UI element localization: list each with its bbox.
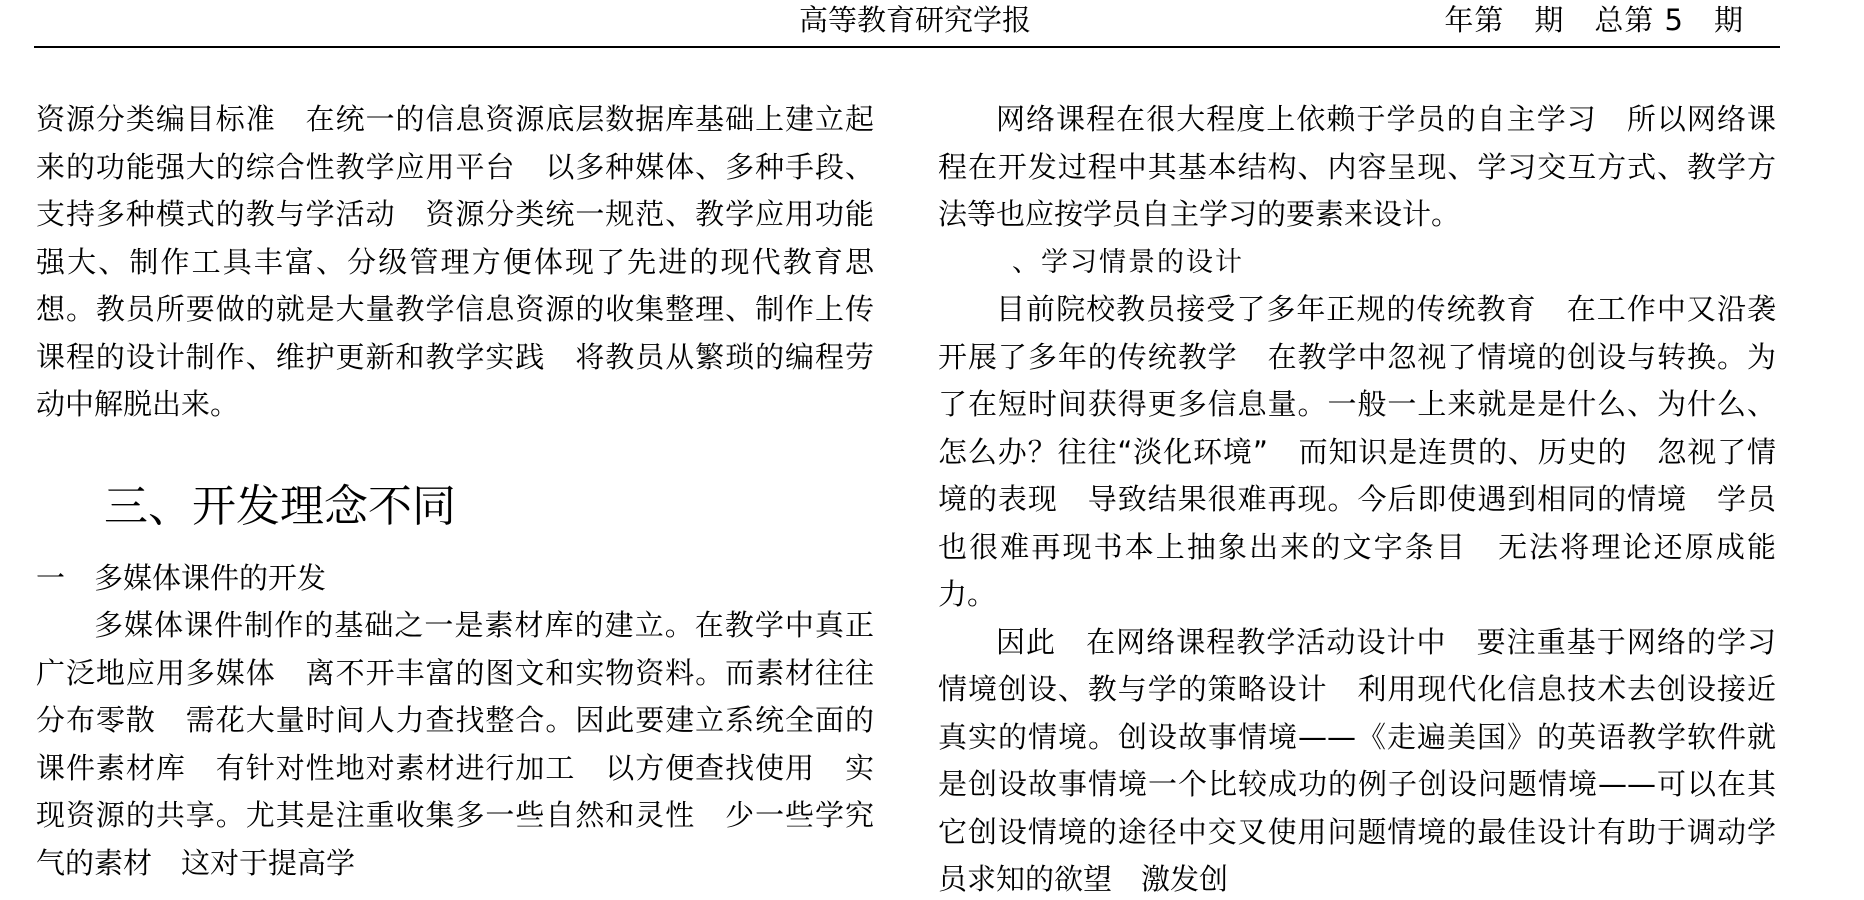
left-subheading: 一 多媒体课件的开发 (36, 560, 327, 595)
right-paragraph-1: 网络课程在很大程度上依赖于学员的自主学习 所以网络课程在开发过程中其基本结构、内容呈现、学习交互方式、教学方法等也应按学员自主学习的要素来设计。 (938, 102, 1776, 231)
right-column (938, 96, 1776, 900)
left-paragraph-1: 资源分类编目标准 在统一的信息资源底层数据库基础上建立起来的功能强大的综合性教学应用平台 以多种媒体、多种手段、支持多种模式的教与学活动 资源分类统一规范、教学应用功能强大、制作工具丰富、分级管理方便体现了先进的现代教育思想。教员所要做的就是大量教学信息资源的收集整理、制作上传 课程的设计制作、维护更新和教学实践 将教员从繁琐的编程劳动中解脱出来。 (36, 102, 904, 421)
left-paragraph-2: 多媒体课件制作的基础之一是素材库的建立。在教学中真正广泛地应用多媒体 离不开丰富的图文和实物资料。而素材往往分布零散 需花大量时间人力查找整合。因此要建立系统全面的课件素材库 有针对性地对素材进行加工 以方便查找使用 实现资源的共享。尤其是注重收集多一些自然和灵性 少一些学究气的素材 这对于提高学 (36, 608, 874, 880)
right-paragraph-2: 目前院校教员接受了多年正规的传统教育 在工作中又沿袭开展了多年的传统教学 在教学中忽视了情境的创设与转换。为了在短时间获得更多信息量。一般一上来就是是什么、为什么、怎么办？往往“淡化环境” 而知识是连贯的、历史的 忽视了情境的表现 导致结果很难再现。今后即使遇到相同的情境 学员也很难再现书本上抽象出来的文字条目 无法将理论还原成能力。 (938, 292, 1776, 611)
issue-info: 年第 期 总第 5 期 (1444, 3, 1744, 37)
page-header (34, 0, 1780, 46)
right-paragraph-3: 因此 在网络课程教学活动设计中 要注重基于网络的学习情境创设、教与学的策略设计 利用现代化信息技术去创设接近真实的情境。创设故事情境——《走遍美国》的英语教学软件就是创设故事情境一个比较成功的例子创设问题情境——可以在其它创设情境的途径中交叉使用问题情境的最佳设计有助于调动学员求知的欲望 激发创 (938, 624, 1776, 896)
section-heading: 三、开发理念不同 (104, 480, 456, 532)
right-subheading: 、学习情景的设计 (1012, 246, 1244, 278)
left-column (36, 96, 904, 887)
header-rule (34, 46, 1780, 48)
journal-title: 高等教育研究学报 (799, 3, 1032, 37)
